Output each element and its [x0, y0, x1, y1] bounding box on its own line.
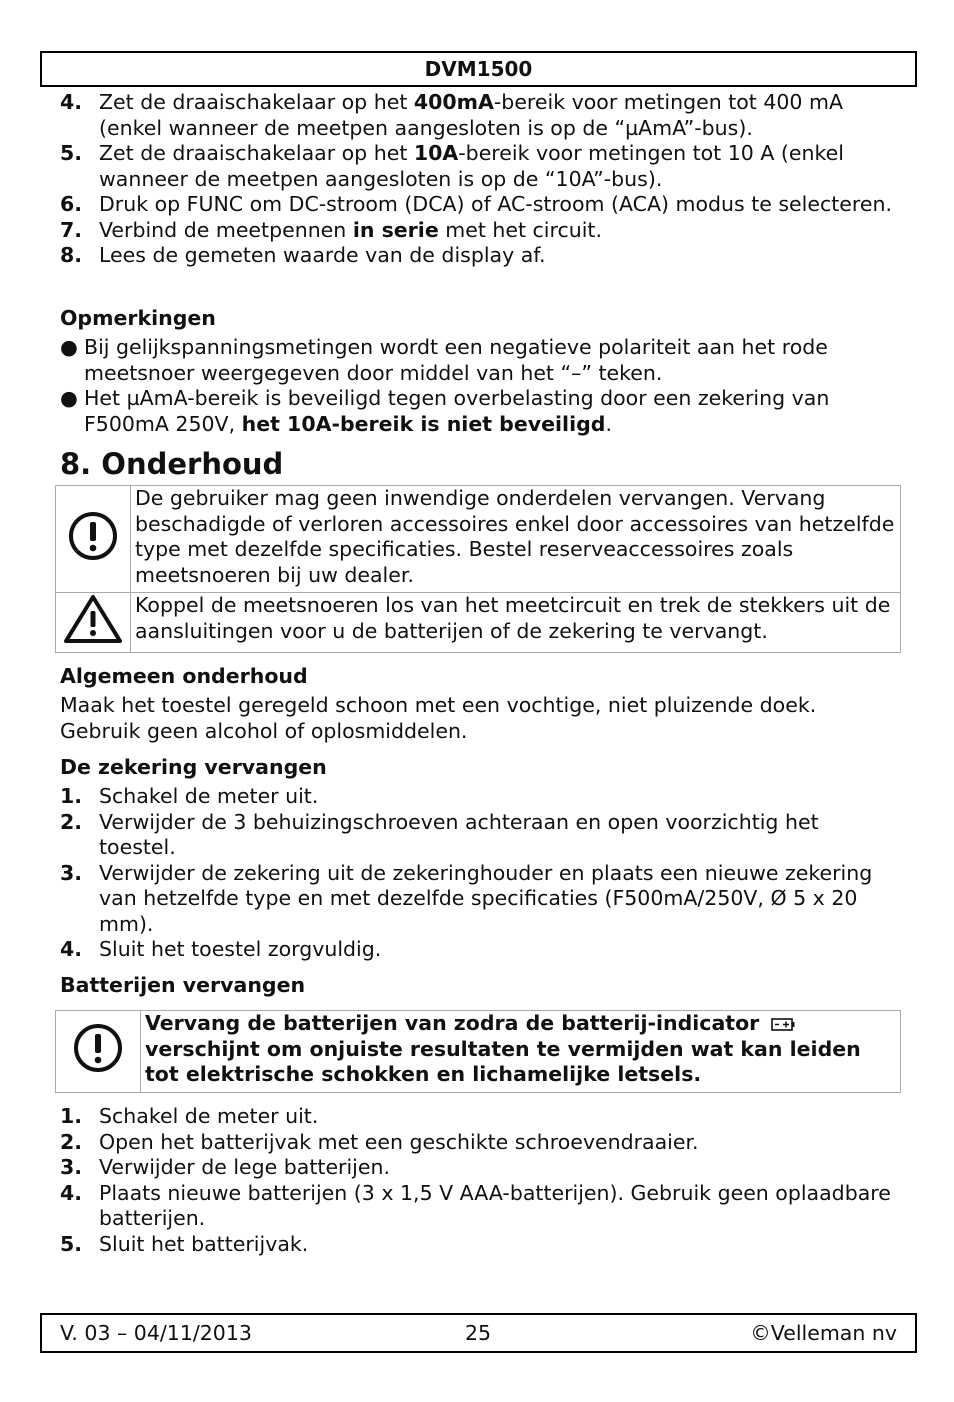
maintenance-warnings — [55, 485, 901, 653]
general-text: Maak het toestel geregeld schoon met een vochtige, niet pluizende doek. Gebruik geen alcohol of oplosmiddelen. — [60, 693, 817, 743]
remarks-title: Opmerkingen — [60, 306, 216, 330]
battery-steps — [60, 1104, 900, 1257]
list-item: 4. Plaats nieuwe batterijen (3 x 1,5 V AAA-batterijen). Gebruik geen oplaadbare batterijen. — [60, 1180, 891, 1230]
fuse-title: De zekering vervangen — [60, 755, 327, 779]
page-footer — [40, 1313, 917, 1353]
list-item: 2. Verwijder de 3 behuizingschroeven achteraan en open voorzichtig het toestel. — [60, 809, 819, 859]
bullet-icon: ● — [60, 335, 78, 359]
battery-indicator-icon — [770, 1016, 796, 1032]
battery-title: Batterijen vervangen — [60, 973, 306, 997]
list-item: 4. Zet de draaischakelaar op het 400mA-bereik voor metingen tot 400 mA (enkel wanneer de meetpen aangesloten is op de “µAmA”-bus). — [60, 90, 843, 140]
list-item: 7. Verbind de meetpennen in serie met het circuit. — [60, 217, 602, 242]
exclamation-circle-icon — [56, 1011, 141, 1093]
measurement-steps — [60, 90, 900, 269]
list-item: ● Bij gelijkspanningsmetingen wordt een negatieve polariteit aan het rode meetsnoer weergegeven door middel van het “–” teken. — [60, 335, 828, 385]
remarks-list — [60, 335, 900, 437]
list-item: 6. Druk op FUNC om DC-stroom (DCA) of AC-stroom (ACA) modus te selecteren. — [60, 192, 892, 216]
list-item: 2. Open het batterijvak met een geschikte schroevendraaier. — [60, 1129, 699, 1154]
general-title: Algemeen onderhoud — [60, 664, 308, 688]
footer-version: V. 03 – 04/11/2013 — [60, 1321, 252, 1345]
header-title: DVM1500 — [424, 57, 533, 81]
list-item: 4. Sluit het toestel zorgvuldig. — [60, 937, 382, 961]
list-item: 3. Verwijder de lege batterijen. — [60, 1155, 390, 1179]
list-item: 8. Lees de gemeten waarde van de display af. — [60, 243, 546, 267]
battery-warning — [55, 1010, 901, 1093]
warning-triangle-icon — [56, 593, 131, 653]
section-title: 8. Onderhoud — [60, 447, 284, 481]
exclamation-circle-icon — [56, 486, 131, 593]
footer-page-number: 25 — [465, 1321, 492, 1345]
list-item: 1. Schakel de meter uit. — [60, 784, 319, 808]
bullet-icon: ● — [60, 386, 78, 410]
fuse-steps — [60, 784, 900, 963]
warning-text: Vervang de batterijen van zodra de batterij-indicator verschijnt om onjuiste resultaten te vermijden wat kan leiden tot elektrische schokken en lichamelijke letsels. — [141, 1011, 901, 1093]
warning-text: Koppel de meetsnoeren los van het meetcircuit en trek de stekkers uit de aansluitingen voor u de batterijen of de zekering te vervangt. — [131, 593, 901, 653]
page-header — [40, 51, 917, 87]
warning-text: De gebruiker mag geen inwendige onderdelen vervangen. Vervang beschadigde of verloren accessoires enkel door accessoires van hetzelfde type met dezelfde specificaties. Bestel reserveaccessoires zoals meetsnoeren bij uw dealer. — [131, 486, 901, 593]
list-item: 3. Verwijder de zekering uit de zekeringhouder en plaats een nieuwe zekering van hetzelfde type en met dezelfde specificaties (F500mA/250V, Ø 5 x 20 mm). — [60, 860, 873, 936]
list-item: 1. Schakel de meter uit. — [60, 1104, 319, 1128]
list-item: ● Het µAmA-bereik is beveiligd tegen overbelasting door een zekering van F500mA 250V, het 10A-bereik is niet beveiligd. — [60, 386, 830, 436]
list-item: 5. Zet de draaischakelaar op het 10A-bereik voor metingen tot 10 A (enkel wanneer de meetpen aangesloten is op de “10A”-bus). — [60, 141, 844, 191]
footer-copyright: ©Velleman nv — [750, 1321, 897, 1345]
list-item: 5. Sluit het batterijvak. — [60, 1231, 309, 1256]
